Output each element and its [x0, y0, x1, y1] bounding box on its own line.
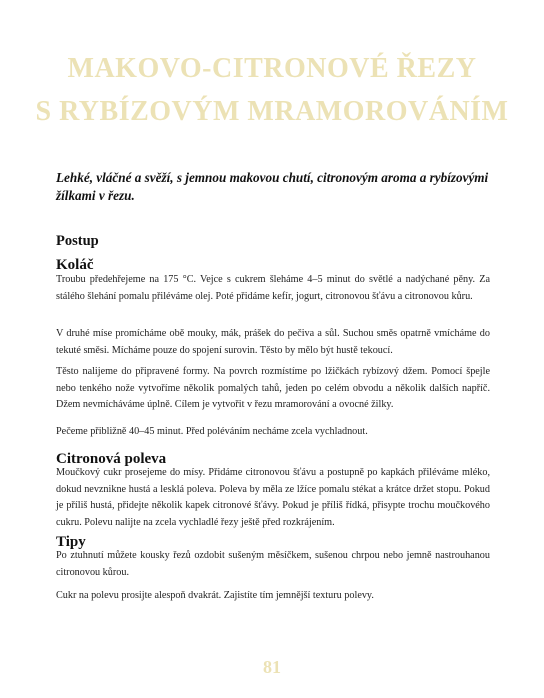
page-number: 81 — [263, 657, 281, 677]
cake-heading: Koláč — [56, 257, 94, 273]
cake-paragraph-1: Troubu předehřejeme na 175 °C. Vejce s cukrem šleháme 4–5 minut do světlé a nadýchané pěny. Za stálého šlehání pomalu přiléváme olej. Poté přidáme kefír, jogurt, citronovou šťávu a citronovou kůru. — [56, 274, 490, 302]
glaze-heading: Citronová poleva — [56, 451, 167, 467]
tips-heading: Tipy — [56, 534, 86, 550]
glaze-paragraph-1: Moučkový cukr prosejeme do mísy. Přidáme citronovou šťávu a postupně po kapkách přiléváme mléko, dokud nevznikne hustá a lesklá poleva. Poleva by měla ze lžíce pomalu stékat a krátce držet stopu. Pokud je příliš hustá, přidejte několik kapek citronové šťávy. Pokud je příliš řídká, přisypte trochu moučkového cukru. Polevu nalijte na zcela vychladlé řezy ještě před rozkrájením. — [56, 467, 490, 528]
recipe-title-line-2: S RYBÍZOVÝM MRAMOROVÁNÍM — [35, 96, 509, 127]
recipe-intro: Lehké, vláčné a svěží, s jemnou makovou chutí, citronovým aroma a rybízovými žílkami v řezu. — [56, 170, 489, 203]
cake-paragraph-4: Pečeme přibližně 40–45 minut. Před poléváním necháme zcela vychladnout. — [56, 426, 368, 437]
recipe-title-line-1: MAKOVO-CITRONOVÉ ŘEZY — [67, 53, 477, 84]
tips-paragraph-1: Po ztuhnutí můžete kousky řezů ozdobit sušeným měsíčkem, sušenou chrpou nebo jemně nastrouhanou citronovou kůrou. — [56, 550, 490, 578]
cake-paragraph-2: V druhé míse promícháme obě mouky, mák, prášek do pečiva a sůl. Suchou směs opatrně vmícháme do tekuté směsi. Mícháme pouze do spojení surovin. Těsto by mělo být hustě tekoucí. — [56, 328, 490, 356]
cake-paragraph-3: Těsto nalijeme do připravené formy. Na povrch rozmístíme po lžičkách rybízový džem. Pomocí špejle nebo tenkého nože vytvoříme několik pomalých tahů, jeden po celém obvodu a několik dalších napříč. Džem nevmícháváme úplně. Cílem je vytvořit v řezu mramorování a ovocné žilky. — [56, 366, 490, 410]
tips-paragraph-2: Cukr na polevu prosijte alespoň dvakrát. Zajistíte tím jemnější texturu polevy. — [56, 590, 374, 601]
procedure-heading: Postup — [56, 233, 99, 249]
